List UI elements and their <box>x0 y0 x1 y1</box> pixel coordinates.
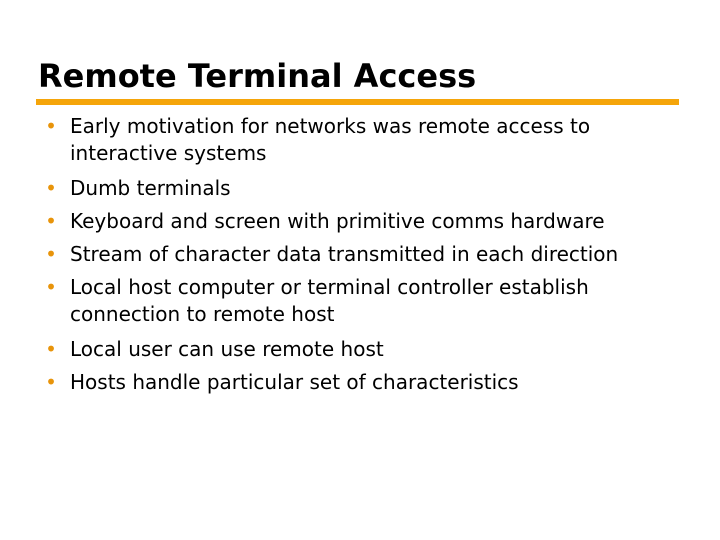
bullet-text: Early motivation for networks was remote access to interactive systems <box>70 114 591 165</box>
slide-title: Remote Terminal Access <box>38 57 477 95</box>
bullet-item <box>44 175 684 202</box>
bullet-text: Local user can use remote host <box>70 337 384 361</box>
bullet-dot-icon: • <box>45 337 57 361</box>
bullet-item <box>44 369 684 396</box>
bullet-dot-icon: • <box>45 370 57 394</box>
title-underline <box>36 99 679 105</box>
bullet-text: Keyboard and screen with primitive comms hardware <box>70 209 605 233</box>
bullet-dot-icon: • <box>45 242 57 266</box>
bullet-text: Stream of character data transmitted in each direction <box>70 242 619 266</box>
bullet-text: Hosts handle particular set of characteristics <box>70 370 519 394</box>
bullet-item <box>44 336 684 363</box>
bullet-item <box>44 241 684 268</box>
bullet-dot-icon: • <box>45 176 57 200</box>
bullet-dot-icon: • <box>45 114 57 138</box>
bullet-list <box>44 113 684 402</box>
bullet-item <box>44 208 684 235</box>
bullet-text: Dumb terminals <box>70 176 231 200</box>
bullet-dot-icon: • <box>45 209 57 233</box>
bullet-item <box>44 274 684 328</box>
bullet-item <box>44 113 684 167</box>
bullet-text: Local host computer or terminal controller establish connection to remote host <box>70 275 589 326</box>
bullet-dot-icon: • <box>45 275 57 299</box>
